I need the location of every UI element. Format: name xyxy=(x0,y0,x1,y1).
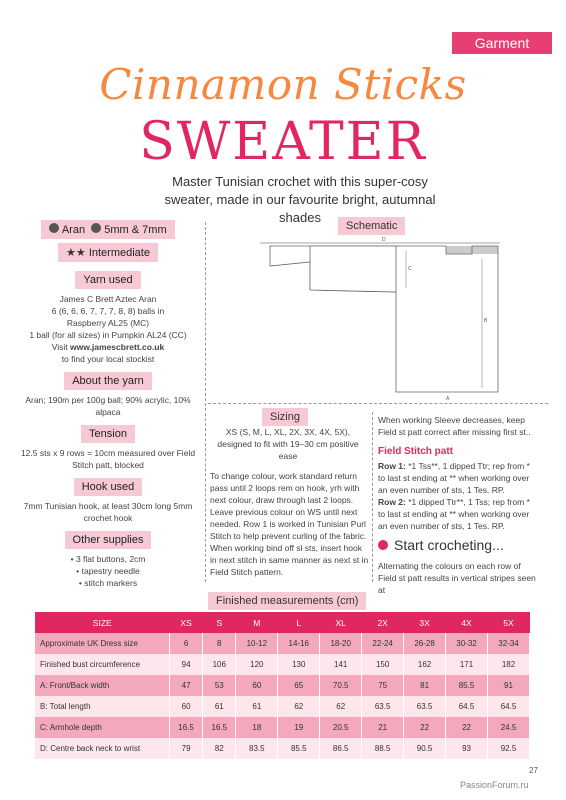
schematic-title: Schematic xyxy=(338,217,405,235)
table-cell: 106 xyxy=(203,654,236,675)
header-cell: M xyxy=(236,612,278,633)
header-cell: S xyxy=(203,612,236,633)
supply-item: • stitch markers xyxy=(78,578,138,588)
divider xyxy=(205,222,206,582)
subtitle: Master Tunisian crochet with this super-cosy sweater, made in our favourite bright, autumnal shades xyxy=(164,174,436,225)
tension-title: Tension xyxy=(81,425,135,443)
table-cell: 82 xyxy=(203,738,236,759)
table-cell: 90.5 xyxy=(404,738,446,759)
table-cell: 30-32 xyxy=(446,633,488,654)
label-c: C xyxy=(408,266,412,272)
table-cell: 60 xyxy=(236,675,278,696)
title-line1: Cinnamon Sticks xyxy=(99,60,467,109)
field-stitch-title: Field Stitch patt xyxy=(378,446,453,457)
measurements-title: Finished measurements (cm) xyxy=(208,592,366,610)
other-supplies-title: Other supplies xyxy=(65,531,152,549)
table-cell: 18-20 xyxy=(320,633,362,654)
table-header-row xyxy=(35,612,530,633)
table-cell: 141 xyxy=(320,654,362,675)
table-cell: 6 xyxy=(170,633,203,654)
row1-text: *1 Tss**, 1 dipped Ttr; rep from * to last st ending at ** when working over an even number of sts, 1 Tes. RP. xyxy=(378,461,530,495)
yarn-weight: Aran xyxy=(61,224,86,236)
divider xyxy=(208,403,548,404)
table-cell: 24.5 xyxy=(488,717,530,738)
yarn-hook-pill xyxy=(41,220,174,239)
table-cell: 70.5 xyxy=(320,675,362,696)
table-cell: 85.5 xyxy=(278,738,320,759)
yarn-used-text xyxy=(20,293,196,365)
yarn-ball-icon xyxy=(49,223,59,233)
level-text: Intermediate xyxy=(88,247,150,259)
table-cell: 47 xyxy=(170,675,203,696)
table-cell: 91 xyxy=(488,675,530,696)
tension-text: 12.5 sts x 9 rows = 10cm measured over Field Stitch patt, blocked xyxy=(20,448,196,470)
table-cell: 63.5 xyxy=(362,696,404,717)
hook-sizes: 5mm & 7mm xyxy=(104,224,167,236)
supply-item: • tapestry needle xyxy=(76,566,140,576)
table-cell: 22 xyxy=(404,717,446,738)
table-cell: 120 xyxy=(236,654,278,675)
table-row xyxy=(35,738,530,759)
row-label: Finished bust circumference xyxy=(35,654,170,675)
table-cell: 75 xyxy=(362,675,404,696)
about-text: Aran; 190m per 100g ball; 90% acrylic, 10% alpaca xyxy=(25,395,191,417)
header-cell: 3X xyxy=(404,612,446,633)
row2-label: Row 2: xyxy=(378,497,406,507)
sleeve-shape xyxy=(310,246,396,292)
row-label: C: Armhole depth xyxy=(35,717,170,738)
table-cell: 150 xyxy=(362,654,404,675)
table-cell: 14-16 xyxy=(278,633,320,654)
table-cell: 162 xyxy=(404,654,446,675)
table-cell: 32-34 xyxy=(488,633,530,654)
hook-used-title: Hook used xyxy=(74,478,143,496)
table-cell: 182 xyxy=(488,654,530,675)
table-cell: 63.5 xyxy=(404,696,446,717)
measurements-table xyxy=(35,612,530,759)
header-cell: 5X xyxy=(488,612,530,633)
table-cell: 81 xyxy=(404,675,446,696)
watermark: PassionForum.ru xyxy=(460,780,529,790)
visit-suffix: to find your local stockist xyxy=(61,354,155,364)
header-cell: XS xyxy=(170,612,203,633)
table-cell: 64.5 xyxy=(446,696,488,717)
yarn-line: Raspberry AL25 (MC) xyxy=(66,318,150,328)
table-cell: 61 xyxy=(236,696,278,717)
other-supplies-list xyxy=(20,553,196,589)
start-title: Start crocheting... xyxy=(394,537,504,553)
title-line2: SWEATER xyxy=(139,112,427,172)
visit-link[interactable]: www.jamescbrett.co.uk xyxy=(70,342,165,352)
level-pill xyxy=(58,243,158,262)
table-cell: 60 xyxy=(170,696,203,717)
table-cell: 22 xyxy=(446,717,488,738)
section-tag: Garment xyxy=(452,32,552,54)
table-cell: 94 xyxy=(170,654,203,675)
info-column xyxy=(20,220,196,595)
row-label: Approximate UK Dress size xyxy=(35,633,170,654)
start-crocheting xyxy=(378,537,504,553)
start-icon xyxy=(378,540,388,550)
table-row xyxy=(35,696,530,717)
start-text: Alternating the colours on each row of Field st patt results in vertical stripes seen at xyxy=(378,561,536,595)
header-cell: 4X xyxy=(446,612,488,633)
table-cell: 16.5 xyxy=(170,717,203,738)
header-cell: 2X xyxy=(362,612,404,633)
table-cell: 61 xyxy=(203,696,236,717)
header-cell: XL xyxy=(320,612,362,633)
header-cell: L xyxy=(278,612,320,633)
table-row xyxy=(35,654,530,675)
table-cell: 85.5 xyxy=(446,675,488,696)
table-cell: 79 xyxy=(170,738,203,759)
row1 xyxy=(378,460,538,496)
row2 xyxy=(378,496,538,532)
colour-change-text: To change colour, work standard return pass until 2 loops rem on hook, yrh with next colour, draw through last 2 loops. Leave previous colour on WS until next needed. Row 1 is worked in Tunisian Purl Stitch to help prevent curling of the fabric. When working bind off sl sts, insert hook in next stitch in same manner as next st in Field Stitch pattern. xyxy=(210,471,369,577)
row2-text: *1 dipped Ttr**, 1 Tss; rep from * to last st ending at ** when working over an even number of sts, 1 Tes. RP. xyxy=(378,497,530,531)
sleeve-note: When working Sleeve decreases, keep Field st patt correct after missing first st.. xyxy=(378,415,531,437)
table-cell: 93 xyxy=(446,738,488,759)
row-label: D: Centre back neck to wrist xyxy=(35,738,170,759)
sizing-title: Sizing xyxy=(262,408,308,426)
table-cell: 130 xyxy=(278,654,320,675)
table-cell: 171 xyxy=(446,654,488,675)
table-cell: 8 xyxy=(203,633,236,654)
table-cell: 22-24 xyxy=(362,633,404,654)
visit-prefix: Visit xyxy=(51,342,71,352)
yarn-used-title: Yarn used xyxy=(75,271,140,289)
yarn-line: 1 ball (for all sizes) in Pumpkin AL24 (CC) xyxy=(29,330,187,340)
table-cell: 16.5 xyxy=(203,717,236,738)
table-cell: 18 xyxy=(236,717,278,738)
label-d: D xyxy=(382,237,386,243)
label-a: A xyxy=(446,396,450,402)
yarn-line: 6 (6, 6, 6, 7, 7, 7, 8, 8) balls in xyxy=(51,306,165,316)
table-cell: 88.5 xyxy=(362,738,404,759)
row-label: A: Front/Back width xyxy=(35,675,170,696)
table-row xyxy=(35,633,530,654)
star-icon: ★★ xyxy=(66,247,86,259)
table-row xyxy=(35,717,530,738)
hook-used-text: 7mm Tunisian hook, at least 30cm long 5mm crochet hook xyxy=(23,501,193,523)
header-cell: SIZE xyxy=(35,612,170,633)
schematic-diagram xyxy=(210,232,550,402)
table-cell: 62 xyxy=(320,696,362,717)
table-cell: 26-28 xyxy=(404,633,446,654)
table-row xyxy=(35,675,530,696)
yarn-line: James C Brett Aztec Aran xyxy=(59,294,157,304)
table-cell: 65 xyxy=(278,675,320,696)
table-cell: 64.5 xyxy=(488,696,530,717)
table-cell: 92.5 xyxy=(488,738,530,759)
page-number: 27 xyxy=(529,766,538,775)
hook-icon xyxy=(91,223,101,233)
about-title: About the yarn xyxy=(64,372,152,390)
table-cell: 10-12 xyxy=(236,633,278,654)
row-label: B: Total length xyxy=(35,696,170,717)
divider xyxy=(372,412,373,582)
table-cell: 20.5 xyxy=(320,717,362,738)
table-cell: 62 xyxy=(278,696,320,717)
label-b: B xyxy=(484,318,488,324)
supply-item: • 3 flat buttons, 2cm xyxy=(70,554,146,564)
table-cell: 19 xyxy=(278,717,320,738)
table-cell: 21 xyxy=(362,717,404,738)
row1-label: Row 1: xyxy=(378,461,406,471)
table-cell: 86.5 xyxy=(320,738,362,759)
table-cell: 83.5 xyxy=(236,738,278,759)
sizing-text: XS (S, M, L, XL, 2X, 3X, 4X, 5X), designed to fit with 19–30 cm positive ease xyxy=(217,427,359,461)
table-cell: 53 xyxy=(203,675,236,696)
